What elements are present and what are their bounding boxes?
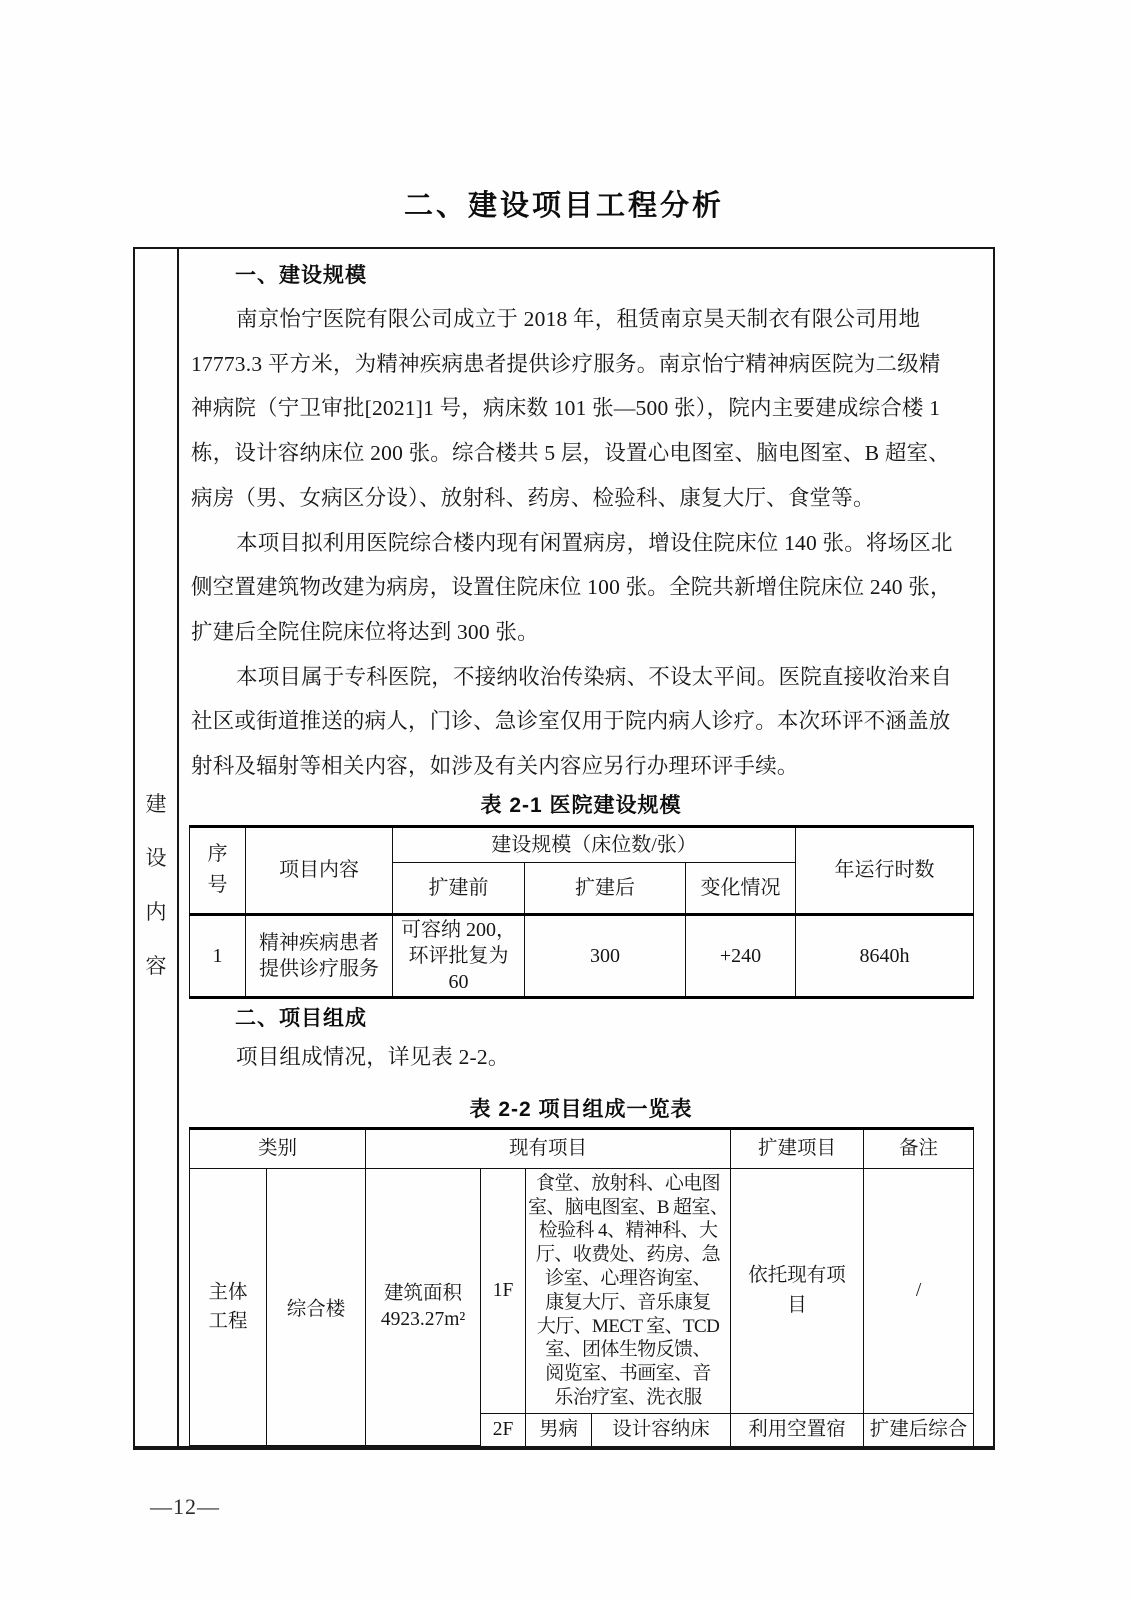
- table2-header-expansion: 扩建项目: [731, 1128, 864, 1168]
- table2-cell-floor2-remark: 扩建后综合: [864, 1413, 974, 1446]
- paragraph-line: 射科及辐射等相关内容，如涉及有关内容应另行办理环评手续。: [191, 754, 799, 779]
- table2-header-category: 类别: [190, 1128, 366, 1168]
- section2-heading: 二、项目组成: [235, 1006, 367, 1030]
- table1-header-scale-group: 建设规模（床位数/张）: [393, 826, 796, 862]
- table2-cell-floor2-expansion: 利用空置宿: [731, 1413, 864, 1446]
- sidebar-label: 建设内容: [145, 792, 167, 978]
- table1-data-row: [190, 914, 974, 997]
- page-title: 二、建设项目工程分析: [403, 190, 724, 222]
- table2-cell-area: 建筑面积 4923.27m²: [366, 1168, 481, 1446]
- table2-cell-floor2-ward: 男病: [526, 1413, 592, 1446]
- table1-cell-change: +240: [686, 914, 796, 997]
- paragraph-line: 本项目属于专科医院，不接纳收治传染病、不设太平间。医院直接收治来自: [236, 664, 953, 689]
- table1-header-row-1: [190, 826, 974, 862]
- table1-header-annual-hours: 年运行时数: [796, 826, 974, 914]
- table1-cell-annual-hours: 8640h: [796, 914, 974, 997]
- table2-cell-building: 综合楼: [267, 1168, 366, 1446]
- paragraph-line: 栋，设计容纳床位 200 张。综合楼共 5 层，设置心电图室、脑电图室、B 超室、: [191, 441, 950, 466]
- table1-header-before: 扩建前: [393, 862, 525, 914]
- table1-title: 表 2-1 医院建设规模: [480, 793, 682, 817]
- table1-cell-before: 可容纳 200， 环评批复为 60: [393, 914, 525, 997]
- table2-header-remark: 备注: [864, 1128, 974, 1168]
- table1-header-item: 项目内容: [246, 826, 393, 914]
- paragraph-line: 扩建后全院住院床位将达到 300 张。: [191, 619, 539, 644]
- table2-title: 表 2-2 项目组成一览表: [469, 1097, 693, 1121]
- section1-heading: 一、建设规模: [235, 264, 367, 287]
- table2-floor1-row: [190, 1168, 974, 1413]
- table-project-composition: [189, 1127, 974, 1447]
- table2-cell-floor2-label: 2F: [481, 1413, 526, 1446]
- paragraph-line: 侧空置建筑物改建为病房，设置住院床位 100 张。全院共新增住院床位 240 张，: [191, 575, 952, 600]
- table2-cell-category: 主体工程: [190, 1168, 267, 1446]
- table1-cell-seq: 1: [190, 914, 246, 997]
- table2-header-row: [190, 1128, 974, 1168]
- table1-header-change: 变化情况: [686, 862, 796, 914]
- table2-cell-floor1-remark: /: [864, 1168, 974, 1413]
- table2-cell-floor1-label: 1F: [481, 1168, 526, 1413]
- page-number: —12—: [150, 1494, 220, 1519]
- table1-cell-item: 精神疾病患者 提供诊疗服务: [246, 914, 393, 997]
- content-area: [179, 249, 993, 1446]
- paragraph-line: 神病院（宁卫审批[2021]1 号，病床数 101 张—500 张），院内主要建成综合楼 1: [191, 396, 941, 421]
- paragraph-line: 17773.3 平方米，为精神疾病患者提供诊疗服务。南京怡宁精神病医院为二级精: [191, 351, 941, 376]
- table2-cell-floor1-rooms: 食堂、放射科、心电图 室、脑电图室、B 超室、 检验科 4、精神科、大 厅、收费处、药房、急 诊室、心理咨询室、 康复大厅、音乐康复 大厅、MECT 室、TCD 室、团体生物反馈、 阅览室、书画室、音 乐治疗室、洗衣服: [526, 1168, 731, 1413]
- sidebar: [135, 249, 179, 1446]
- table1-header-seq: 序号: [190, 826, 246, 914]
- table1-cell-after: 300: [525, 914, 686, 997]
- table1-header-after: 扩建后: [525, 862, 686, 914]
- section1-paragraphs: [191, 297, 968, 789]
- paragraph-line: 南京怡宁医院有限公司成立于 2018 年，租赁南京昊天制衣有限公司用地: [236, 307, 921, 331]
- section2-intro: 项目组成情况，详见表 2-2。: [236, 1044, 510, 1069]
- table2-cell-floor1-expansion: 依托现有项目: [731, 1168, 864, 1413]
- table2-header-existing: 现有项目: [366, 1128, 731, 1168]
- content-frame: [133, 247, 995, 1450]
- table-hospital-scale: [189, 825, 974, 999]
- paragraph-line: 社区或街道推送的病人，门诊、急诊室仅用于院内病人诊疗。本次环评不涵盖放: [191, 709, 951, 734]
- paragraph-line: 本项目拟利用医院综合楼内现有闲置病房，增设住院床位 140 张。将场区北: [236, 530, 953, 555]
- table2-cell-floor2-design: 设计容纳床: [592, 1413, 731, 1446]
- paragraph-line: 病房（男、女病区分设）、放射科、药房、检验科、康复大厅、食堂等。: [191, 485, 875, 510]
